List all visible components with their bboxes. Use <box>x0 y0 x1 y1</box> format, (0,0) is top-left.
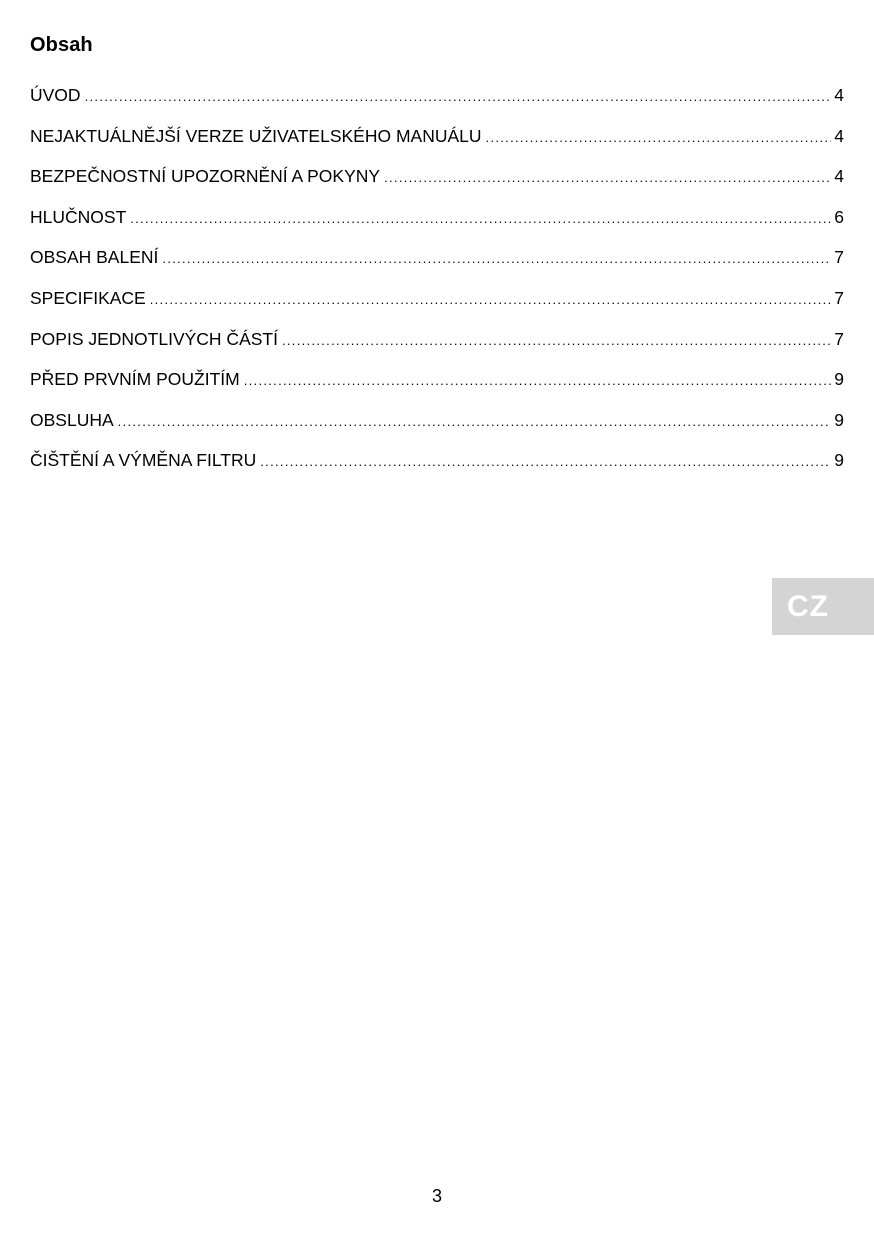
toc-entry-page: 4 <box>834 166 844 187</box>
toc-entry-page: 9 <box>834 369 844 390</box>
toc-entry-hlucnost[interactable] <box>30 205 844 246</box>
toc-entry-page: 7 <box>834 247 844 268</box>
toc-dot-leader <box>85 85 832 109</box>
toc-dot-leader <box>244 369 832 393</box>
toc-entry-label: ČIŠTĚNÍ A VÝMĚNA FILTRU <box>30 450 257 471</box>
toc-entry-label: OBSLUHA <box>30 409 114 430</box>
toc-dot-leader <box>282 329 831 353</box>
toc-entry-label: NEJAKTUÁLNĚJŠÍ VERZE UŽIVATELSKÉHO MANUÁLU <box>30 125 482 146</box>
toc-entry-uvod[interactable] <box>30 83 844 124</box>
toc-dot-leader <box>150 288 832 312</box>
toc-entry-label: HLUČNOST <box>30 206 127 227</box>
toc-dot-leader <box>162 247 831 271</box>
toc-entry-bezpecnostni-upozorneni[interactable] <box>30 164 844 205</box>
toc-entry-specifikace[interactable] <box>30 286 844 327</box>
toc-entry-obsluha[interactable] <box>30 408 844 449</box>
toc-dot-leader <box>486 126 832 150</box>
toc-entry-page: 7 <box>834 287 844 308</box>
table-of-contents <box>30 83 844 489</box>
page-number: 3 <box>431 1186 442 1206</box>
toc-entry-label: ÚVOD <box>30 85 81 105</box>
toc-dot-leader <box>260 450 831 474</box>
toc-dot-leader <box>130 207 831 231</box>
toc-entry-popis-casti[interactable] <box>30 327 844 368</box>
language-tab: CZ <box>772 578 874 635</box>
toc-entry-page: 9 <box>834 409 844 430</box>
toc-entry-label: SPECIFIKACE <box>30 287 146 308</box>
toc-entry-label: PŘED PRVNÍM POUŽITÍM <box>30 369 240 390</box>
toc-entry-label: OBSAH BALENÍ <box>30 247 159 268</box>
toc-entry-label: POPIS JEDNOTLIVÝCH ČÁSTÍ <box>30 328 278 349</box>
toc-entry-obsah-baleni[interactable] <box>30 245 844 286</box>
toc-entry-page: 9 <box>834 450 844 471</box>
toc-entry-page: 6 <box>834 206 844 227</box>
toc-entry-page: 4 <box>834 85 844 105</box>
toc-entry-nejaktualnejsi-verze[interactable] <box>30 124 844 165</box>
toc-entry-page: 7 <box>834 328 844 349</box>
toc-entry-page: 4 <box>834 125 844 146</box>
toc-dot-leader <box>384 166 831 190</box>
toc-dot-leader <box>118 410 832 434</box>
toc-entry-pred-prvnim-pouzitim[interactable] <box>30 367 844 408</box>
toc-entry-label: BEZPEČNOSTNÍ UPOZORNĚNÍ A POKYNY <box>30 166 381 187</box>
toc-title: Obsah <box>30 34 93 56</box>
toc-entry-cisteni-filtru[interactable] <box>30 448 844 489</box>
